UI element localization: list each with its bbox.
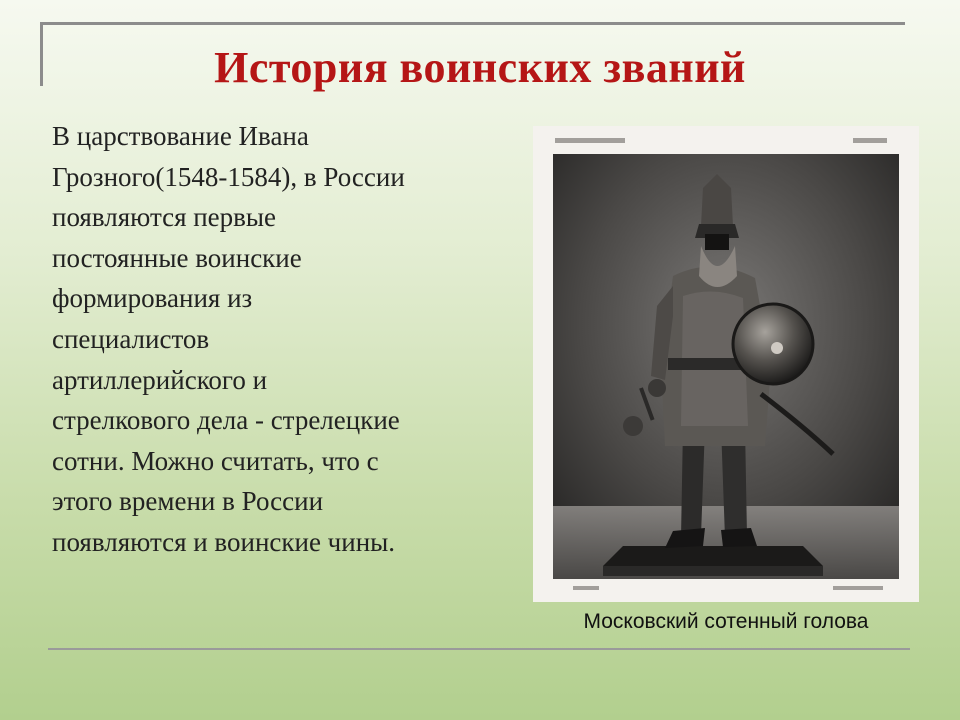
body-line: Грозного(1548-1584), в России — [52, 161, 405, 192]
body-line: специалистов — [52, 323, 210, 354]
body-line: В царствование Ивана — [52, 121, 309, 151]
body-line: артиллерийского и — [52, 364, 268, 395]
body-text — [52, 116, 522, 563]
body-line: этого времени в России — [52, 486, 324, 517]
body-line: появляются первые — [52, 202, 277, 233]
frame-top-line — [40, 22, 905, 25]
frame-bottom-line — [48, 648, 910, 650]
body-line: постоянные воинские — [52, 242, 302, 273]
photo-caption: Московский сотенный голова — [583, 610, 869, 633]
body-line: появляются и воинские чины. — [52, 526, 396, 557]
body-line: сотни. Можно считать, что с — [52, 445, 379, 476]
warrior-photo — [533, 126, 919, 602]
body-line: стрелкового дела - стрелецкие — [52, 405, 400, 436]
slide-title: История воинских званий — [214, 43, 746, 92]
body-line: формирования из — [52, 283, 253, 314]
